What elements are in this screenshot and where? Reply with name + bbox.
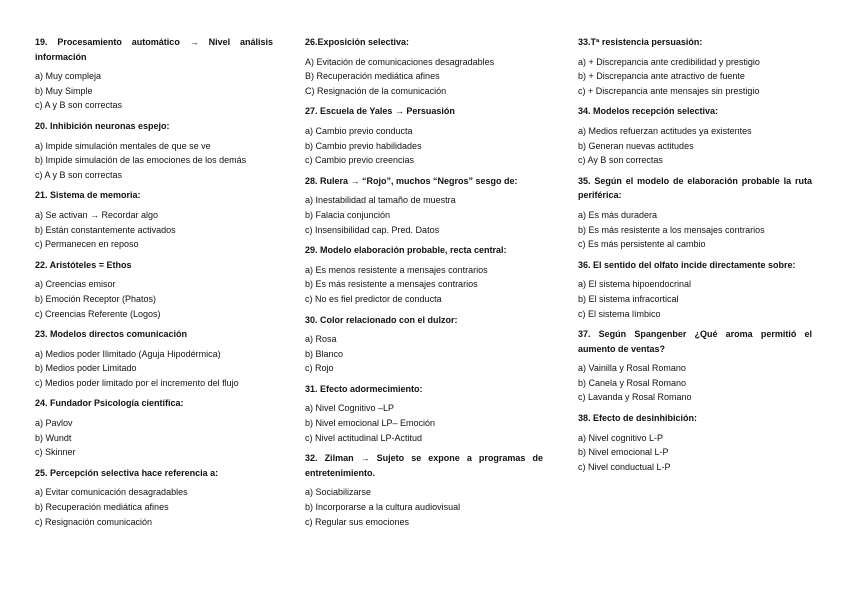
answer-option: b) El sistema infracortical: [578, 293, 679, 304]
question-block: [35, 258, 273, 321]
answer-option: C) Resignación de la comunicación: [305, 85, 447, 96]
answer-option: c) Insensibilidad cap. Pred. Datos: [305, 224, 440, 235]
answer-option: a) Evitar comunicación desagradables: [35, 487, 188, 498]
answer-option: a) Medios poder Ilimitado (Aguja Hipodérmica): [35, 348, 221, 359]
question-title: 21. Sistema de memoria:: [35, 190, 141, 201]
answer-option: c) Lavanda y Rosal Romano: [578, 392, 692, 403]
question-block: [305, 174, 543, 237]
answer-option: b) Generan nuevas actitudes: [578, 140, 694, 151]
answer-option: a) Creencias emisor: [35, 279, 116, 290]
question-title: 20. Inhibición neuronas espejo:: [35, 120, 170, 131]
question-title: 22. Aristóteles = Ethos: [35, 259, 132, 270]
question-title: 19. Procesamiento automático → Nivel análisis información: [35, 37, 273, 62]
answer-option: a) Muy compleja: [35, 71, 102, 82]
answer-option: a) Cambio previo conducta: [305, 125, 413, 136]
answer-option: a) Rosa: [305, 334, 337, 345]
question-block: [35, 188, 273, 251]
question-block: [35, 119, 273, 182]
question-block: [578, 35, 812, 98]
column-2: [305, 35, 543, 535]
question-block: [35, 396, 273, 459]
answer-option: c) Cambio previo creencias: [305, 155, 415, 166]
answer-option: c) Medios poder limitado por el incremento del flujo: [35, 377, 239, 388]
question-block: [35, 35, 273, 113]
question-block: [305, 35, 543, 98]
answer-option: c) Skinner: [35, 447, 76, 458]
answer-option: c) El sistema límbico: [578, 308, 661, 319]
column-1: [35, 35, 273, 535]
answer-option: a) Inestabilidad al tamaño de muestra: [305, 195, 456, 206]
answer-option: c) Nivel actitudinal LP-Actitud: [305, 432, 423, 443]
answer-option: a) Pavlov: [35, 418, 73, 429]
answer-option: c) Permanecen en reposo: [35, 239, 139, 250]
question-title: 36. El sentido del olfato incide directamente sobre:: [578, 259, 796, 270]
answer-option: b) Emoción Receptor (Phatos): [35, 293, 157, 304]
answer-option: a) Vainilla y Rosal Romano: [578, 363, 686, 374]
answer-option: a) + Discrepancia ante credibilidad y prestigio: [578, 56, 760, 67]
answer-option: B) Recuperación mediática afines: [305, 71, 440, 82]
answer-option: b) Canela y Rosal Romano: [578, 377, 687, 388]
answer-option: c) + Discrepancia ante mensajes sin prestigio: [578, 85, 760, 96]
question-block: [578, 258, 812, 321]
question-title: 33.Tª resistencia persuasión:: [578, 37, 703, 47]
answer-option: b) Es más resistente a los mensajes contrarios: [578, 224, 765, 235]
question-block: [578, 411, 812, 474]
question-block: [35, 466, 273, 529]
answer-option: c) No es fiel predictor de conducta: [305, 293, 442, 304]
question-block: [578, 104, 812, 167]
answer-option: b) Están constantemente activados: [35, 224, 176, 235]
question-title: 37. Según Spangenber ¿Qué aroma permitió el aumento de ventas?: [578, 329, 812, 354]
question-title: 38. Efecto de desinhibición:: [578, 413, 698, 424]
answer-option: c) Nivel conductual L-P: [578, 461, 671, 472]
answer-option: b) Impide simulación de las emociones de los demás: [35, 155, 247, 166]
answer-option: b) + Discrepancia ante atractivo de fuente: [578, 71, 745, 82]
question-title: 28. Rulera → “Rojo”, muchos “Negros” sesgo de:: [305, 175, 518, 186]
question-title: 26.Exposición selectiva:: [305, 37, 410, 47]
question-block: [578, 174, 812, 252]
question-title: 25. Percepción selectiva hace referencia a:: [35, 467, 219, 478]
answer-option: a) Nivel cognitivo L-P: [578, 432, 664, 443]
answer-option: c) Rojo: [305, 363, 334, 374]
answer-option: a) Es menos resistente a mensajes contrarios: [305, 264, 488, 275]
answer-option: c) A y B son correctas: [35, 169, 123, 180]
answer-option: c) Regular sus emociones: [305, 516, 410, 527]
answer-option: b) Medios poder Limitado: [35, 363, 137, 374]
question-title: 30. Color relacionado con el dulzor:: [305, 314, 458, 325]
question-title: 27. Escuela de Yales → Persuasión: [305, 106, 455, 117]
question-block: [305, 243, 543, 306]
answer-option: a) Es más duradera: [578, 209, 658, 220]
question-title: 32. Zilman → Sujeto se expone a programas de entretenimiento.: [305, 453, 543, 478]
answer-option: b) Es más resistente a mensajes contrarios: [305, 279, 478, 290]
answer-option: a) Impide simulación mentales de que se ve: [35, 140, 211, 151]
question-title: 34. Modelos recepción selectiva:: [578, 106, 719, 117]
question-block: [35, 327, 273, 390]
answer-option: a) Se activan → Recordar algo: [35, 209, 159, 220]
answer-option: a) Medios refuerzan actitudes ya existentes: [578, 125, 752, 136]
answer-option: b) Incorporarse a la cultura audiovisual: [305, 502, 461, 513]
question-block: [305, 382, 543, 445]
answer-option: b) Wundt: [35, 432, 72, 443]
question-title: 35. Según el modelo de elaboración probable la ruta periférica:: [578, 175, 812, 201]
question-title: 31. Efecto adormecimiento:: [305, 383, 423, 394]
answer-option: c) Creencias Referente (Logos): [35, 308, 161, 319]
question-block: [578, 327, 812, 405]
answer-option: b) Recuperación mediática afines: [35, 502, 169, 513]
answer-option: b) Cambio previo habilidades: [305, 140, 422, 151]
question-title: 24. Fundador Psicología científica:: [35, 398, 184, 409]
answer-option: a) Nivel Cognitivo –LP: [305, 403, 395, 414]
answer-option: b) Muy Simple: [35, 85, 93, 96]
question-block: [305, 104, 543, 167]
answer-option: b) Blanco: [305, 348, 344, 359]
question-block: [305, 451, 543, 529]
answer-option: b) Falacia conjunción: [305, 209, 391, 220]
answer-option: b) Nivel emocional L-P: [578, 447, 669, 458]
answer-option: b) Nivel emocional LP– Emoción: [305, 418, 436, 429]
answer-option: a) El sistema hipoendocrinal: [578, 279, 692, 290]
question-title: 29. Modelo elaboración probable, recta central:: [305, 245, 507, 256]
question-block: [305, 313, 543, 376]
answer-option: A) Evitación de comunicaciones desagradables: [305, 56, 495, 67]
answer-option: c) Es más persistente al cambio: [578, 239, 706, 250]
answer-option: c) Resignación comunicación: [35, 516, 153, 527]
answer-option: c) A y B son correctas: [35, 100, 123, 111]
column-3: [578, 35, 812, 480]
answer-option: a) Sociabilizarse: [305, 487, 372, 498]
question-title: 23. Modelos directos comunicación: [35, 329, 188, 340]
answer-option: c) Ay B son correctas: [578, 155, 663, 166]
